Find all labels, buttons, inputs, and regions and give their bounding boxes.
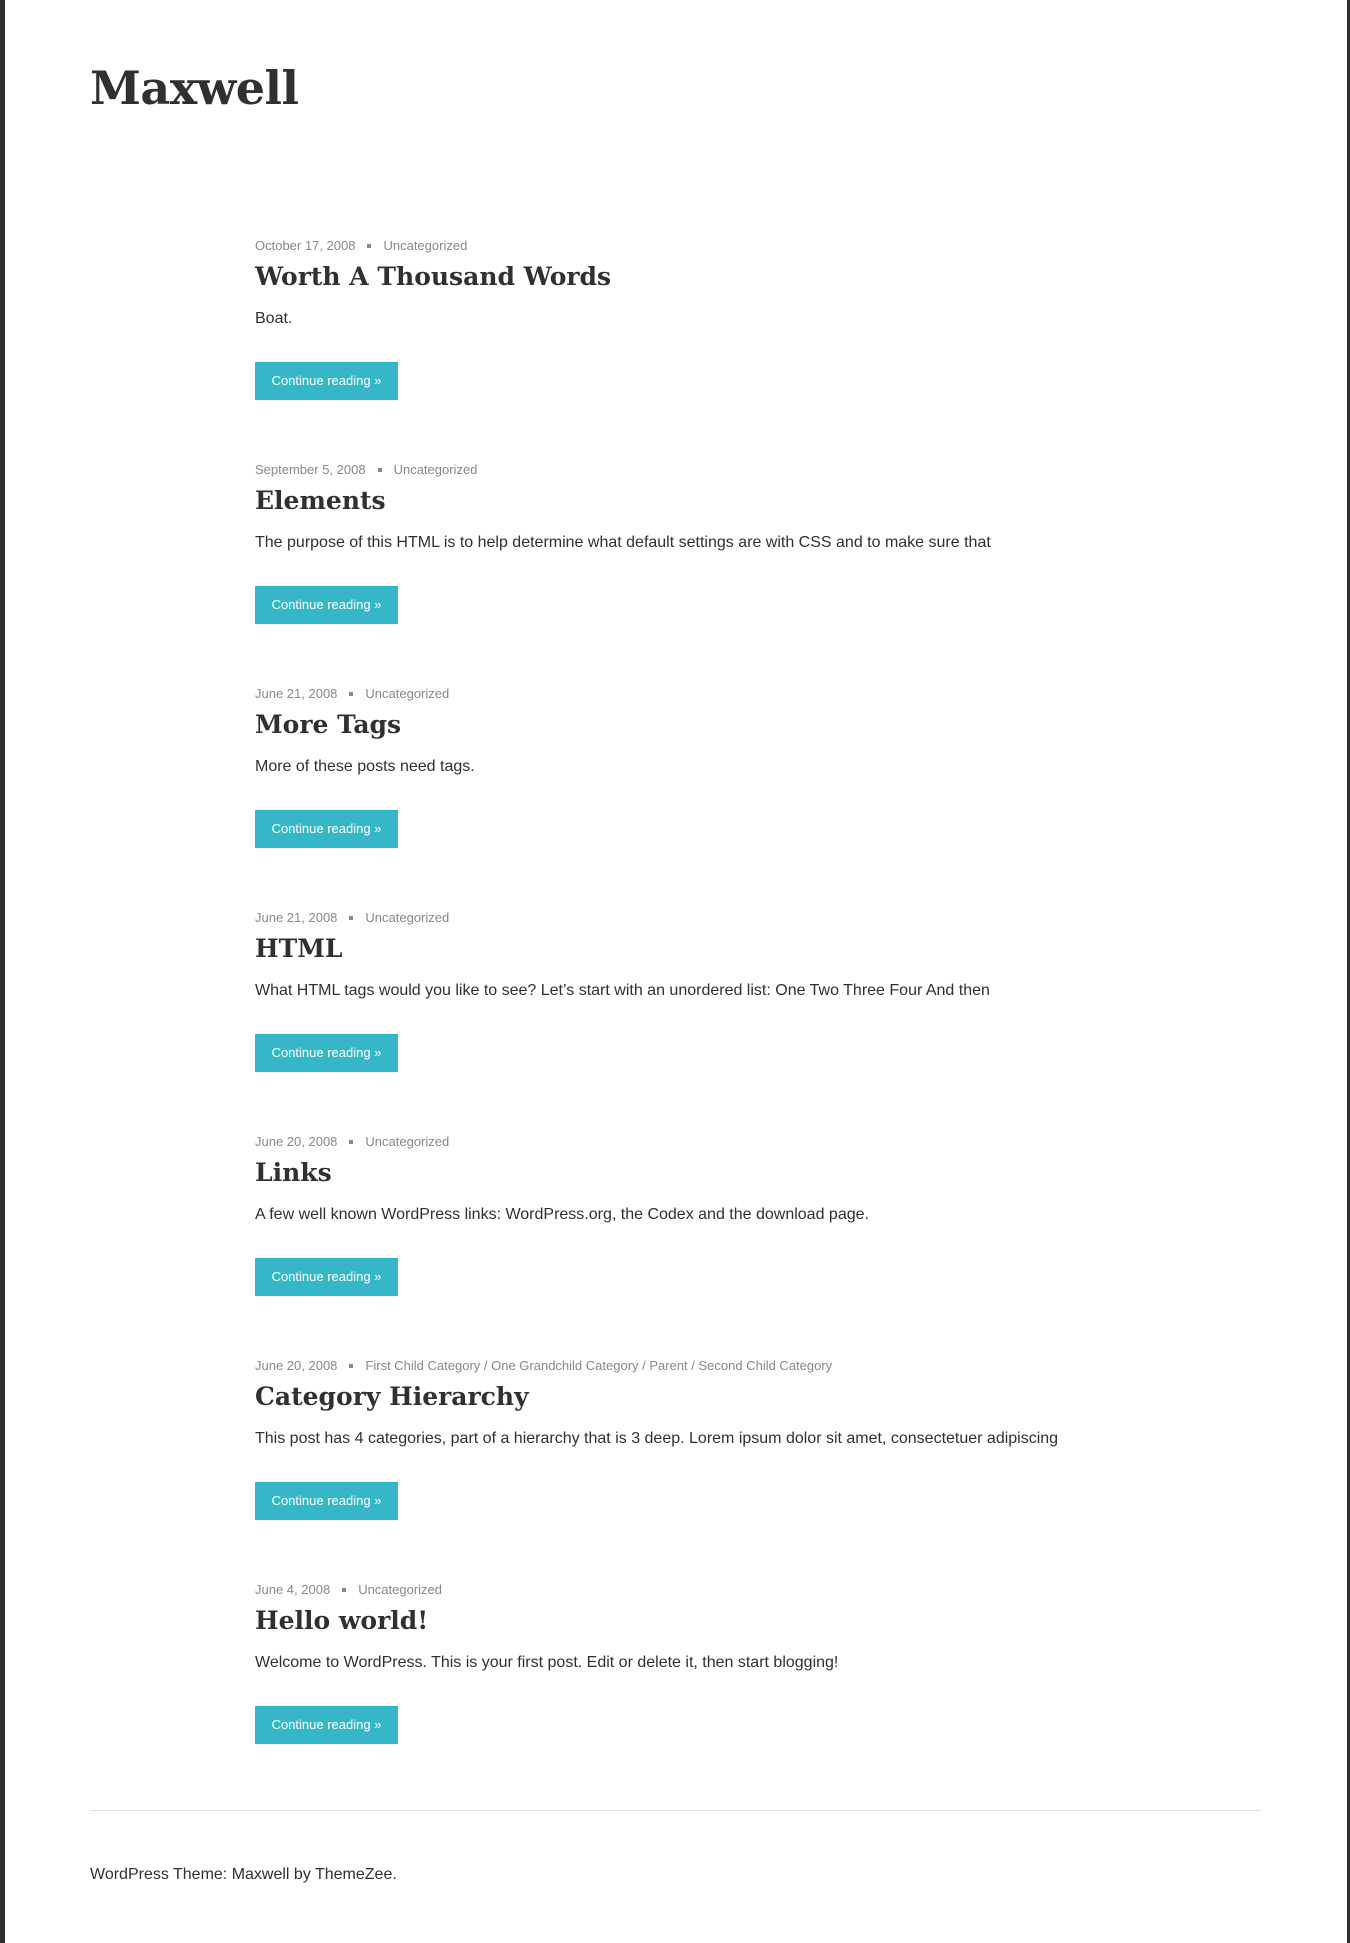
- post-date[interactable]: September 5, 2008: [255, 462, 366, 477]
- meta-separator-icon: [349, 1140, 353, 1144]
- continue-reading-button[interactable]: Continue reading »: [255, 810, 398, 848]
- footer-divider: [90, 1810, 1260, 1811]
- continue-reading-button[interactable]: Continue reading »: [255, 362, 398, 400]
- post-date[interactable]: June 4, 2008: [255, 1582, 331, 1597]
- continue-reading-button[interactable]: Continue reading »: [255, 1258, 398, 1296]
- post-date[interactable]: June 20, 2008: [255, 1134, 338, 1149]
- meta-separator-icon: [342, 1588, 346, 1592]
- meta-separator-icon: [349, 916, 353, 920]
- post-date[interactable]: October 17, 2008: [255, 238, 356, 253]
- footer-by: by: [289, 1866, 315, 1883]
- post-categories[interactable]: Uncategorized: [358, 1582, 443, 1597]
- post-date[interactable]: June 20, 2008: [255, 1358, 338, 1373]
- post-meta: [255, 685, 449, 703]
- post-categories[interactable]: First Child Category / One Grandchild Category / Parent / Second Child Category: [365, 1358, 833, 1373]
- post-excerpt: This post has 4 categories, part of a hierarchy that is 3 deep. Lorem ipsum dolor sit amet, consectetuer adipiscing: [255, 1430, 1059, 1447]
- post-meta: [255, 237, 467, 255]
- site-title[interactable]: Maxwell: [90, 61, 299, 115]
- post-item: [255, 1350, 1135, 1574]
- meta-separator-icon: [367, 244, 371, 248]
- post-meta: [255, 461, 477, 479]
- post-item: [255, 902, 1135, 1126]
- post-excerpt: Boat.: [255, 310, 293, 327]
- meta-separator-icon: [378, 468, 382, 472]
- post-meta: [255, 909, 449, 927]
- post-title[interactable]: Links: [255, 1158, 332, 1187]
- continue-reading-button[interactable]: Continue reading »: [255, 1706, 398, 1744]
- post-excerpt: A few well known WordPress links: WordPress.org, the Codex and the download page.: [255, 1206, 869, 1223]
- post-categories[interactable]: Uncategorized: [365, 910, 450, 925]
- post-excerpt: The purpose of this HTML is to help determine what default settings are with CSS and to make sure that: [255, 534, 991, 551]
- meta-separator-icon: [349, 692, 353, 696]
- post-excerpt: More of these posts need tags.: [255, 758, 475, 775]
- page: [5, 0, 1347, 1943]
- meta-separator-icon: [349, 1364, 353, 1368]
- footer-suffix: .: [392, 1866, 397, 1883]
- footer-prefix: WordPress Theme:: [90, 1866, 232, 1883]
- post-categories[interactable]: Uncategorized: [393, 462, 478, 477]
- post-title[interactable]: Worth A Thousand Words: [255, 262, 612, 291]
- post-date[interactable]: June 21, 2008: [255, 686, 338, 701]
- site-header: [90, 58, 298, 118]
- post-meta: [255, 1133, 449, 1151]
- post-title[interactable]: HTML: [255, 934, 343, 963]
- post-categories[interactable]: Uncategorized: [365, 686, 450, 701]
- post-excerpt: Welcome to WordPress. This is your first post. Edit or delete it, then start blogging!: [255, 1654, 839, 1671]
- post-title[interactable]: Elements: [255, 486, 386, 515]
- post-meta: [255, 1357, 832, 1375]
- post-item: [255, 678, 1135, 902]
- continue-reading-button[interactable]: Continue reading »: [255, 1034, 398, 1072]
- site-footer: [90, 1864, 397, 1886]
- post-categories[interactable]: Uncategorized: [365, 1134, 450, 1149]
- continue-reading-button[interactable]: Continue reading »: [255, 586, 398, 624]
- post-date[interactable]: June 21, 2008: [255, 910, 338, 925]
- post-item: [255, 1574, 1135, 1798]
- post-excerpt: What HTML tags would you like to see? Let’s start with an unordered list: One Two Three Four And then: [255, 982, 990, 999]
- post-title[interactable]: More Tags: [255, 710, 402, 739]
- post-item: [255, 454, 1135, 678]
- post-item: [255, 1126, 1135, 1350]
- footer-author-link[interactable]: ThemeZee: [314, 1866, 393, 1883]
- footer-theme-link[interactable]: Maxwell: [231, 1866, 290, 1883]
- post-categories[interactable]: Uncategorized: [383, 238, 468, 253]
- post-item: [255, 230, 1135, 454]
- continue-reading-button[interactable]: Continue reading »: [255, 1482, 398, 1520]
- post-meta: [255, 1581, 442, 1599]
- post-title[interactable]: Hello world!: [255, 1606, 429, 1635]
- post-list: [255, 230, 1135, 1798]
- post-title[interactable]: Category Hierarchy: [255, 1382, 529, 1411]
